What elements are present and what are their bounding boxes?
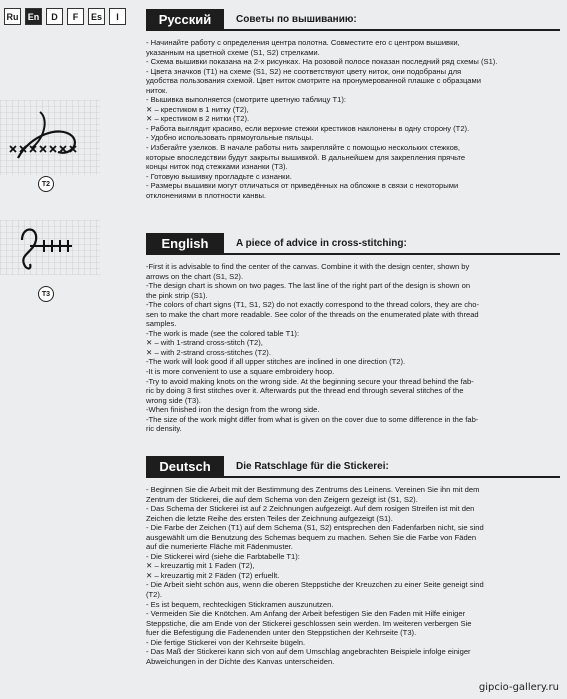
section-lang-badge: Deutsch — [146, 456, 224, 476]
lang-tab-d: D — [46, 8, 63, 25]
body-line: - Die Arbeit sieht schön aus, wenn die oberen Steppstiche der Kreuzchen zu einer Seite geneigt sind — [146, 580, 484, 590]
body-line: -The work will look good if all upper stitches are inclined in one direction (T2). — [146, 357, 406, 367]
body-line: (T2). — [146, 590, 163, 600]
lang-tab-i: I — [109, 8, 126, 25]
body-line: - Die Farbe der Zeichen (T1) auf dem Schema (S1, S2) entsprechen den Fadenfarben nicht, sie sind — [146, 523, 484, 533]
body-line: - Начинайте работу с определения центра полотна. Совместите его с центром вышивки, — [146, 38, 460, 47]
body-line: Abweichungen in der Dichte des Kanvas unterscheiden. — [146, 656, 335, 666]
body-line: - Схема вышивки показана на 2-х рисунках. На розовой полосе показан последний ряд схемы (S1). — [146, 57, 498, 67]
body-line: -The work is made (see the colored table T1): — [146, 328, 300, 338]
body-line: the pink strip (S1). — [146, 290, 208, 300]
body-line: -When finished iron the design from the wrong side. — [146, 405, 320, 415]
section-title: Die Ratschlage für die Stickerei: — [236, 460, 389, 472]
stitch-illustration-t2 — [0, 100, 100, 190]
lang-tab-f: F — [67, 8, 84, 25]
section-russian — [146, 8, 560, 200]
body-line: -Try to avoid making knots on the wrong side. At the beginning secure your thread behind the fab- — [146, 376, 474, 386]
stitch-illustration-t3 — [0, 220, 100, 310]
lang-tab-ru: Ru — [4, 8, 21, 25]
body-line: samples. — [146, 319, 177, 329]
body-line: - Готовую вышивку прогладьте с изнанки. — [146, 171, 292, 181]
section-body — [146, 38, 560, 200]
body-line: - Es ist bequem, rechteckigen Stickramen auszunutzen. — [146, 599, 334, 609]
body-line: -The size of the work might differ from what is given on the cover due to some difference in the fab- — [146, 414, 479, 424]
lang-tab-es: Es — [88, 8, 105, 25]
body-line: - Beginnen Sie die Arbeit mit der Bestimmung des Zentrums des Leinens. Vereinen Sie ihn mit dem — [146, 485, 480, 494]
body-line: - Die Stickerei wird (siehe die Farbtabelle T1): — [146, 551, 300, 561]
lang-tab-en: En — [25, 8, 42, 25]
body-line: arrows on the chart (S1, S2). — [146, 271, 244, 281]
section-body — [146, 262, 560, 434]
body-line: ausgewählt um die Benutzung des Schemas bequem zu machen. Sehen Sie die Farbe von Fäden — [146, 532, 477, 542]
body-line: - Das Maß der Stickerei kann sich von auf dem Umschlag angebrachten Beispiele infolge einiger — [146, 647, 471, 657]
body-line: ниток. — [146, 85, 168, 95]
body-line: -First it is advisable to find the center of the canvas. Combine it with the design center, shown by — [146, 262, 470, 271]
body-line: ric by doing 3 first stitches over it. Afterwards put the thread end through several stitches of the — [146, 386, 464, 396]
body-line: fuer die Befestigung die Fadenenden unter den Steppstichen der Kehrseite (T3). — [146, 628, 417, 638]
body-line: Steppstiche, die am Ende von der Stickerei geschlossen sein werden. Im weiteren verbergen Sie — [146, 618, 472, 628]
body-line: Zentrum der Stickerei, die auf dem Schema von den Zeigern gezeigt ist (S1, S2). — [146, 494, 418, 504]
body-line: auf die numerierte Fläche mit Fädenmuster. — [146, 542, 293, 552]
body-line: удобства пользования схемой. Цвет ниток смотрите на пронумерованной плашке с образцами — [146, 76, 481, 86]
body-line: отклонениями в плотности канвы. — [146, 190, 267, 200]
body-line: ✕ – kreuzartig mit 2 Fäden (T2) erfuellt. — [146, 570, 280, 580]
watermark: gipcio-gallery.ru — [478, 682, 559, 693]
section-english — [146, 232, 560, 434]
thread-securing-icon — [0, 220, 100, 275]
body-line: указанным на цветной схеме (S1, S2) стрелками. — [146, 47, 320, 57]
body-line: - Вышивка выполняется (смотрите цветную таблицу T1): — [146, 95, 346, 105]
body-line: ✕ – with 1-strand cross-stitch (T2), — [146, 338, 263, 348]
body-line: -The design chart is shown on two pages. The last line of the right part of the design is shown on — [146, 281, 471, 291]
body-line: - Vermeiden Sie die Knötchen. Am Anfang der Arbeit befestigen Sie den Faden mit Hilfe einiger — [146, 609, 466, 619]
section-lang-badge: Русский — [146, 9, 224, 29]
body-line: - Das Schema der Stickerei ist auf 2 Zeichnungen aufgezeigt. Auf dem rosigen Streifen ist mit den — [146, 504, 475, 514]
body-line: концы ниток под стежками изнанки (T3). — [146, 162, 288, 172]
body-line: ✕ – крестиком в 1 нитку (T2), — [146, 104, 249, 114]
body-line: sen to make the chart more readable. See color of the threads on the enumerated plate with thread — [146, 309, 479, 319]
body-line: ric density. — [146, 424, 182, 434]
section-german — [146, 455, 560, 666]
body-line: ✕ – with 2-strand cross-stitches (T2). — [146, 347, 271, 357]
cross-stitch-icon — [0, 100, 100, 175]
illustration-label-t2: T2 — [38, 176, 54, 192]
body-line: - Цвета значков (T1) на схеме (S1, S2) не соответствуют цвету ниток, они подобраны для — [146, 66, 462, 76]
body-line: - Удобно использовать прямоугольные пяльцы. — [146, 133, 314, 143]
body-line: ✕ – крестиком в 2 нитки (T2). — [146, 114, 250, 124]
body-line: - Размеры вышивки могут отличаться от приведённых на обложке в связи с некоторыми — [146, 181, 459, 191]
body-line: wrong side (T3). — [146, 395, 201, 405]
body-line: ✕ – kreuzartig mit 1 Faden (T2), — [146, 561, 255, 571]
body-line: которые впоследствии будут закрыты вышивкой. В дальнейшем для закрепления прячьте — [146, 152, 466, 162]
body-line: -It is more convenient to use a square embroidery hoop. — [146, 367, 335, 377]
body-line: Zeichen die letzte Reihe des ersten Teiles der Zeichnung aufgezeigt (S1). — [146, 513, 393, 523]
language-tabs — [4, 8, 126, 25]
body-line: - Работа выглядит красиво, если верхние стежки крестиков наклонены в одну сторону (T2). — [146, 123, 470, 133]
body-line: - Die fertige Stickerei von der Kehrseite bügeln. — [146, 637, 306, 647]
section-lang-badge: English — [146, 233, 224, 253]
section-body — [146, 485, 560, 666]
section-title: Советы по вышиванию: — [236, 13, 357, 25]
body-line: - Избегайте узелков. В начале работы нить закрепляйте с помощью нескольких стежков, — [146, 143, 461, 153]
body-line: -The colors of chart signs (T1, S1, S2) do not exactly correspond to the thread colors, they are cho- — [146, 300, 480, 310]
section-title: A piece of advice in cross-stitching: — [236, 237, 407, 249]
illustration-label-t3: T3 — [38, 286, 54, 302]
